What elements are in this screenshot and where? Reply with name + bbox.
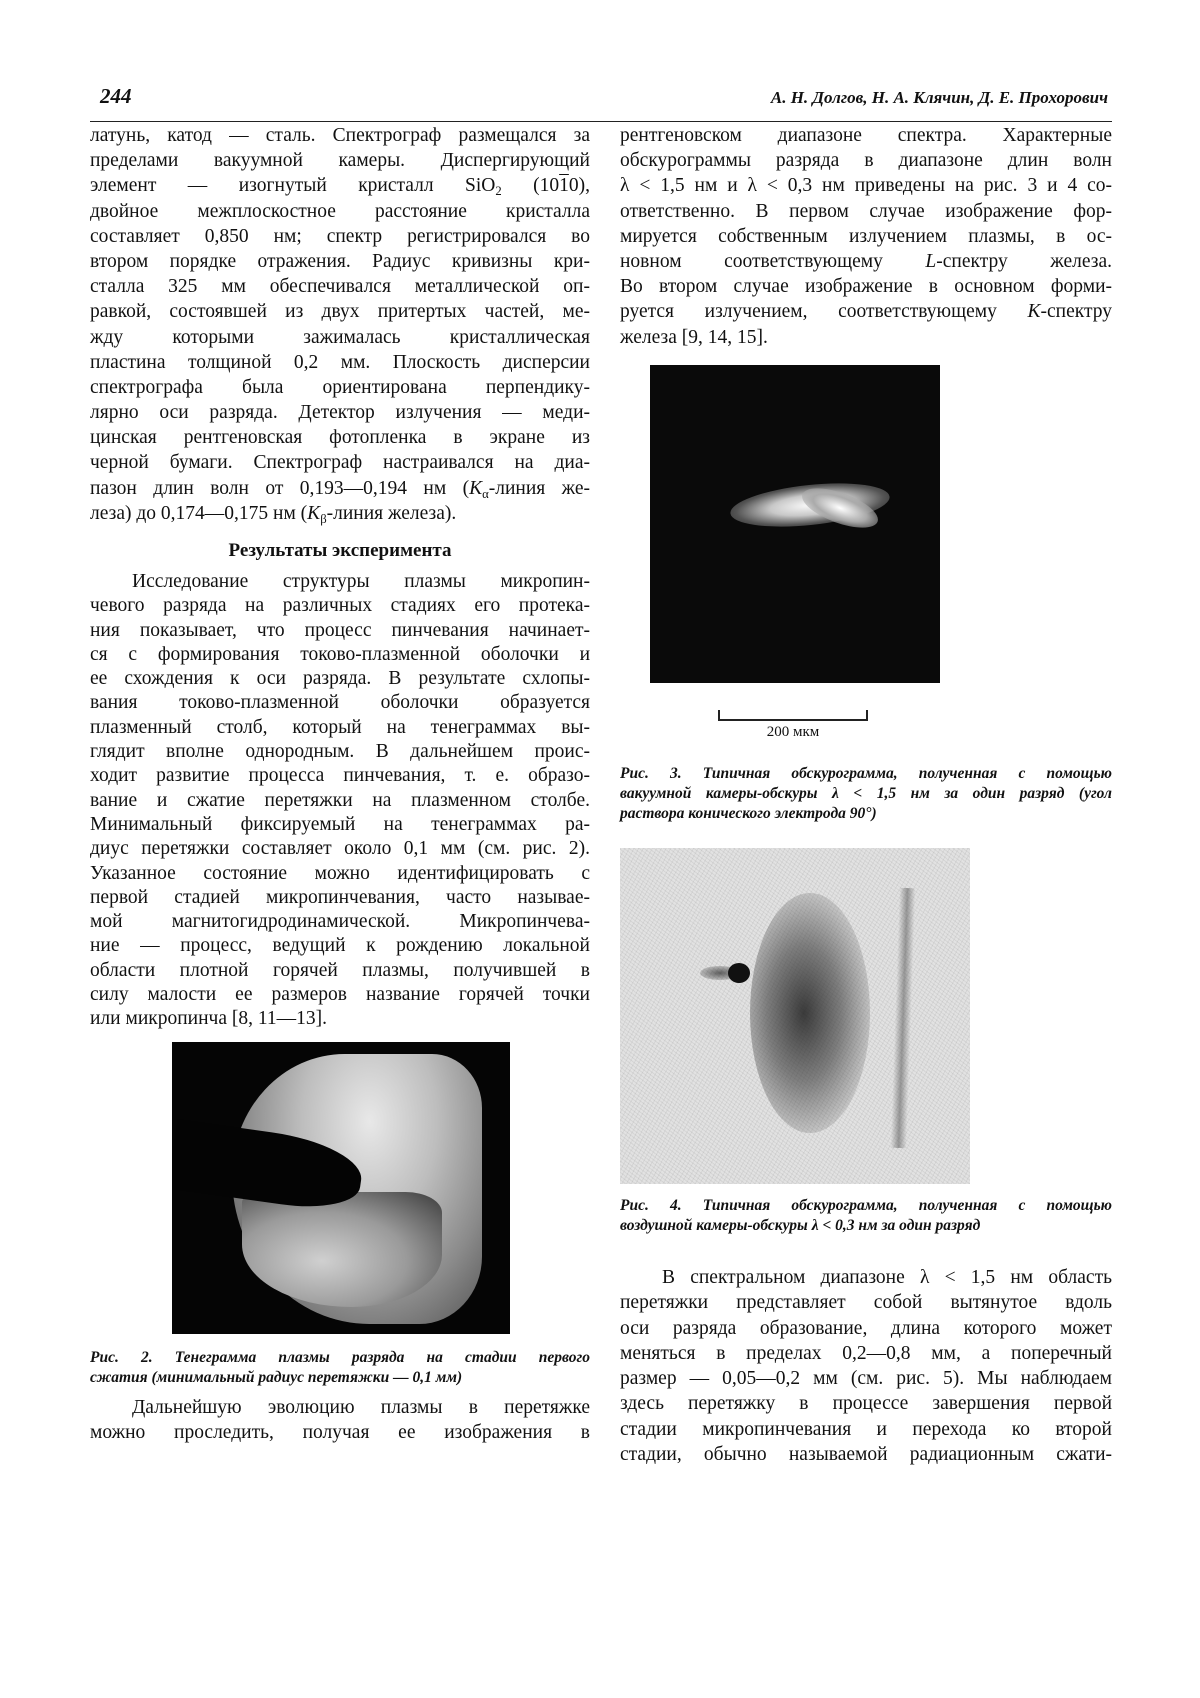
text-line: перетяжки представляет собой вытянутое вдоль [620, 1292, 1112, 1314]
text-line: Дальнейшую эволюцию плазмы в перетяжке [132, 1397, 590, 1418]
text-line: составляет 0,850 нм; спектр регистрировался во [90, 225, 590, 247]
text-line: железа [9, 14, 15]. [620, 326, 768, 348]
text-line: здесь перетяжку в процессе завершения первой [620, 1393, 1112, 1415]
figure-4-obscurogram [620, 848, 970, 1184]
text-line: вакуумной камеры-обскуры λ < 1,5 нм за один разряд (угол [620, 785, 1112, 802]
text-line: ния показывает, что процесс пинчевания начинает- [90, 619, 590, 641]
header-rule [90, 121, 1112, 122]
text-segment: -спектру железа. [936, 250, 1112, 272]
text-line: первой стадией микропинчевания, часто называе- [90, 886, 590, 908]
text-line: рентгеновском диапазоне спектра. Характерные [620, 125, 1112, 146]
text-segment: -линия железа). [326, 502, 457, 524]
figure-3-caption [620, 764, 1112, 824]
text-segment: -линия же- [488, 477, 591, 499]
section-heading: Результаты эксперимента [228, 540, 452, 561]
text-segment: пазон длин волн от 0,193—0,194 нм ( [90, 477, 470, 499]
text-line: диус перетяжки составляет около 0,1 мм (см. рис. 2). [90, 838, 590, 860]
text-segment: 1 [559, 175, 569, 197]
text-line: цинская рентгеновская фотопленка в экране из [90, 427, 590, 449]
right-paragraph-1 [620, 123, 1112, 350]
text-line: ответственно. В первом случае изображение фор- [620, 200, 1112, 222]
text-segment: новном соответствующему [620, 250, 926, 272]
text-line: сжатия (минимальный радиус перетяжки — 0,1 мм) [90, 1369, 463, 1386]
left-paragraph-2 [90, 570, 590, 1032]
text-line: раствора конического электрода 90°) [620, 805, 877, 822]
text-line: пластина толщиной 0,2 мм. Плоскость дисперсии [90, 351, 590, 373]
text-line: жду которыми зажималась кристаллическая [90, 326, 590, 348]
text-line: вание и сжатие перетяжки на плазменном столбе. [90, 789, 590, 811]
text-line: спектрографа была ориентирована перпендику- [90, 376, 590, 398]
text-line: силу малости ее размеров название горячей точки [90, 984, 590, 1006]
text-line: лярно оси разряда. Детектор излучения — меди- [90, 402, 590, 424]
electrode-edge-line [890, 888, 915, 1148]
text-line: стадии, обычно называемой радиационным сжати- [620, 1444, 1112, 1466]
text-line: сталла 325 мм обеспечивался металлической оп- [90, 276, 590, 298]
text-line: втором порядке отражения. Радиус кривизны кри- [90, 250, 590, 272]
text-line: черной бумаги. Спектрограф настраивался на диа- [90, 452, 590, 474]
text-line: размер — 0,05—0,2 мм (см. рис. 5). Мы наблюдаем [620, 1368, 1112, 1390]
text-line: глядит вполне однородным. В дальнейшем проис- [90, 741, 590, 763]
text-line: области плотной горячей плазмы, получившей в [90, 959, 590, 981]
text-segment: 2 [495, 184, 502, 199]
text-segment: 0), [568, 175, 590, 197]
text-line: ся с формирования токово-плазменной оболочки и [90, 643, 590, 665]
text-line: Минимальный фиксируемый на тенеграммах ра- [90, 813, 590, 835]
text-line: λ < 1,5 нм и λ < 0,3 нм приведены на рис. 3 и 4 со- [620, 175, 1112, 197]
text-line [620, 299, 1112, 324]
text-line: стадии микропинчевания и перехода ко второй [620, 1418, 1112, 1440]
text-line: Указанное состояние можно идентифицировать с [90, 862, 590, 884]
text-line: чевого разряда на различных стадиях его протека- [90, 595, 590, 617]
text-segment: -спектру [1040, 301, 1112, 323]
text-line: Рис. 4. Типичная обскурограмма, полученная с помощью [620, 1197, 1112, 1214]
figure-2-shadowgram [172, 1042, 510, 1334]
text-line: оси разряда образование, длина которого может [620, 1317, 1112, 1339]
text-segment: (10 [501, 175, 560, 197]
text-line: мой магнитогидродинамической. Микропинчева- [90, 911, 590, 933]
text-line: В спектральном диапазоне λ < 1,5 нм область [662, 1267, 1112, 1288]
text-segment: элемент — изогнутый кристалл SiO [90, 175, 496, 197]
text-line: можно проследить, получая ее изображения в [90, 1422, 590, 1444]
text-line [90, 501, 590, 526]
text-line: ние — процесс, ведущий к рождению локальной [90, 935, 590, 957]
text-segment: леза) до 0,174—0,175 нм ( [90, 502, 308, 524]
emission-cloud [750, 893, 870, 1133]
text-line: латунь, катод — сталь. Спектрограф размещался за [90, 125, 590, 146]
text-line [620, 249, 1112, 274]
text-line: мируется собственным излучением плазмы, в ос- [620, 225, 1112, 247]
text-line: меняться в пределах 0,2—0,8 мм, а поперечный [620, 1342, 1112, 1364]
text-segment: K [1027, 301, 1041, 323]
page-number: 244 [100, 84, 132, 108]
right-paragraph-2 [620, 1265, 1112, 1467]
hot-spot [728, 963, 750, 983]
text-line: плазменный столб, который на тенеграммах вы- [90, 716, 590, 738]
text-segment: L [925, 250, 937, 272]
text-line: Исследование структуры плазмы микропин- [132, 571, 590, 592]
text-line: пределами вакуумной камеры. Диспергирующий [90, 150, 590, 172]
scale-bar [718, 710, 868, 721]
figure-2-caption [90, 1348, 590, 1388]
text-line: вания токово-плазменной оболочки образуется [90, 692, 590, 714]
text-segment: K [469, 477, 483, 499]
text-line: Рис. 3. Типичная обскурограмма, полученная с помощью [620, 765, 1112, 782]
text-line [90, 476, 590, 501]
text-line: обскурограммы разряда в диапазоне длин волн [620, 150, 1112, 172]
text-line: или микропинча [8, 11—13]. [90, 1008, 328, 1030]
text-segment: α [482, 486, 489, 501]
text-line: двойное межплоскостное расстояние кристалла [90, 200, 590, 222]
text-line: равкой, состоявшей из двух притертых частей, ме- [90, 301, 590, 323]
left-paragraph-1 [90, 123, 590, 526]
text-line [90, 173, 590, 198]
text-segment: K [307, 502, 321, 524]
figure-4-caption [620, 1196, 1112, 1236]
text-segment: β [320, 511, 327, 526]
text-line: ходит развитие процесса пинчевания, т. е. образо- [90, 765, 590, 787]
figure-3-obscurogram [650, 365, 940, 683]
plasma-lower-region [242, 1192, 442, 1307]
text-line: воздушной камеры-обскуры λ < 0,3 нм за один разряд [620, 1217, 981, 1234]
text-line: Во втором случае изображение в основном форми- [620, 276, 1112, 298]
text-line: ее схождения к оси разряда. В результате схлопы- [90, 668, 590, 690]
text-segment: руется излучением, соответствующему [620, 301, 1028, 323]
left-paragraph-3 [90, 1395, 590, 1445]
running-header-authors: А. Н. Долгов, Н. А. Клячин, Д. Е. Прохорович [770, 88, 1108, 107]
text-line: Рис. 2. Тенеграмма плазмы разряда на стадии первого [90, 1349, 590, 1366]
scale-bar-label: 200 мкм [766, 724, 820, 740]
